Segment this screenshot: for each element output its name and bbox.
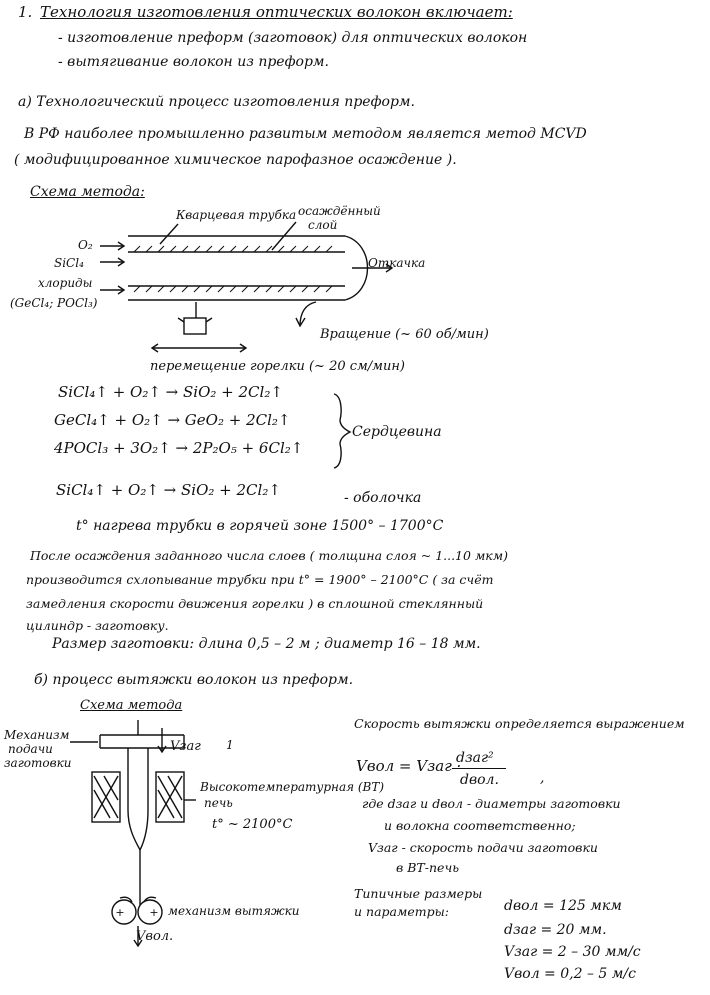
scheme-title: Схема метода — [80, 698, 183, 713]
param-line: Vзаг = 2 – 30 мм/с — [504, 944, 641, 960]
reaction-line: 4POCl₃ + 3O₂↑ → 2P₂O₅ + 6Cl₂↑ — [54, 439, 304, 457]
formula-numerator: dзаг² — [456, 750, 494, 766]
burner-label: перемещение горелки (~ 20 см/мин) — [150, 359, 405, 374]
input-chlorides: хлориды — [38, 276, 93, 290]
v-feed-mark: 1 — [226, 738, 234, 752]
draw-label: механизм вытяжки — [168, 904, 300, 918]
tube-label: Кварцевая трубка — [176, 208, 297, 222]
output-label: Откачка — [368, 256, 426, 270]
section-a-heading: а) Технологический процесс изготовления преформ. — [18, 94, 415, 110]
reaction-line: SiCl₄↑ + O₂↑ → SiO₂ + 2Cl₂↑ — [58, 383, 283, 401]
layer-label: слой — [308, 218, 338, 232]
reaction-line: GeCl₄↑ + O₂↑ → GeO₂ + 2Cl₂↑ — [54, 411, 291, 429]
paragraph-line: После осаждения заданного числа слоев ( толщина слоя ~ 1...10 мкм) — [30, 548, 509, 563]
rotation-label: Вращение (~ 60 об/мин) — [320, 327, 489, 342]
input-sicl4: SiCl₄ — [54, 256, 84, 270]
formula-denominator: dвол. — [460, 772, 499, 788]
definition-line: Vзаг - скорость подачи заготовки — [368, 840, 598, 855]
temperature-line: t° нагрева трубки в горячей зоне 1500° – 1700°C — [76, 518, 444, 534]
param-line: Vвол = 0,2 – 5 м/с — [504, 966, 636, 982]
paragraph-line: цилиндр - заготовку. — [26, 618, 169, 633]
paragraph-line: замедления скорости движения горелки ) в сплошной стеклянный — [26, 596, 484, 611]
furnace-label: Высокотемпературная (ВТ) — [200, 780, 385, 794]
list-item: - изготовление преформ (заготовок) для оптических волокон — [58, 30, 528, 46]
formula-lhs: Vвол = Vзаг · — [356, 757, 462, 775]
furnace-label: печь — [204, 796, 233, 810]
input-dopants: (GeCl₄; POCl₃) — [10, 296, 98, 310]
feed-label: подачи — [8, 742, 53, 756]
layer-label: осаждённый — [298, 204, 381, 218]
param-line: dзаг = 20 мм. — [504, 922, 607, 938]
preform-size: Размер заготовки: длина 0,5 – 2 м ; диаметр 16 – 18 мм. — [52, 636, 481, 652]
typical-label: и параметры: — [354, 904, 449, 919]
feed-label: заготовки — [4, 756, 72, 770]
paragraph-line: ( модифицированное химическое парофазное осаждение ). — [14, 152, 457, 168]
typical-label: Типичные размеры — [354, 886, 483, 901]
core-label: Сердцевина — [352, 424, 442, 440]
definition-line: в ВТ-печь — [396, 860, 460, 875]
furnace-temp: t° ~ 2100°C — [212, 817, 293, 832]
paragraph-line: В РФ наиболее промышленно развитым методом является метод MCVD — [24, 126, 587, 142]
svg-text:+: + — [115, 906, 125, 919]
reaction-line: SiCl₄↑ + O₂↑ → SiO₂ + 2Cl₂↑ — [56, 481, 281, 499]
input-o2: O₂ — [78, 238, 93, 252]
feed-label: Механизм — [4, 728, 70, 742]
page-title: Технология изготовления оптических волокон включает: — [40, 3, 513, 21]
speed-intro: Скорость вытяжки определяется выражением — [354, 716, 685, 731]
section-number: 1. — [18, 3, 33, 21]
svg-text:+: + — [149, 906, 159, 919]
formula-fraction-bar — [452, 768, 506, 769]
cladding-label: - оболочка — [344, 490, 422, 506]
list-item: - вытягивание волокон из преформ. — [58, 54, 329, 70]
param-line: dвол = 125 мкм — [504, 898, 622, 914]
scheme-title: Схема метода: — [30, 184, 145, 200]
v-feed-label: Vзаг — [170, 739, 201, 754]
v-draw-label: Vвол. — [136, 929, 174, 944]
formula-tail: , — [540, 770, 545, 786]
definition-line: где dзаг и dвол - диаметры заготовки — [362, 796, 621, 811]
definition-line: и волокна соответственно; — [384, 818, 576, 833]
section-b-heading: б) процесс вытяжки волокон из преформ. — [34, 672, 354, 688]
paragraph-line: производится схлопывание трубки при t° = 1900° – 2100°C ( за счёт — [26, 572, 494, 587]
